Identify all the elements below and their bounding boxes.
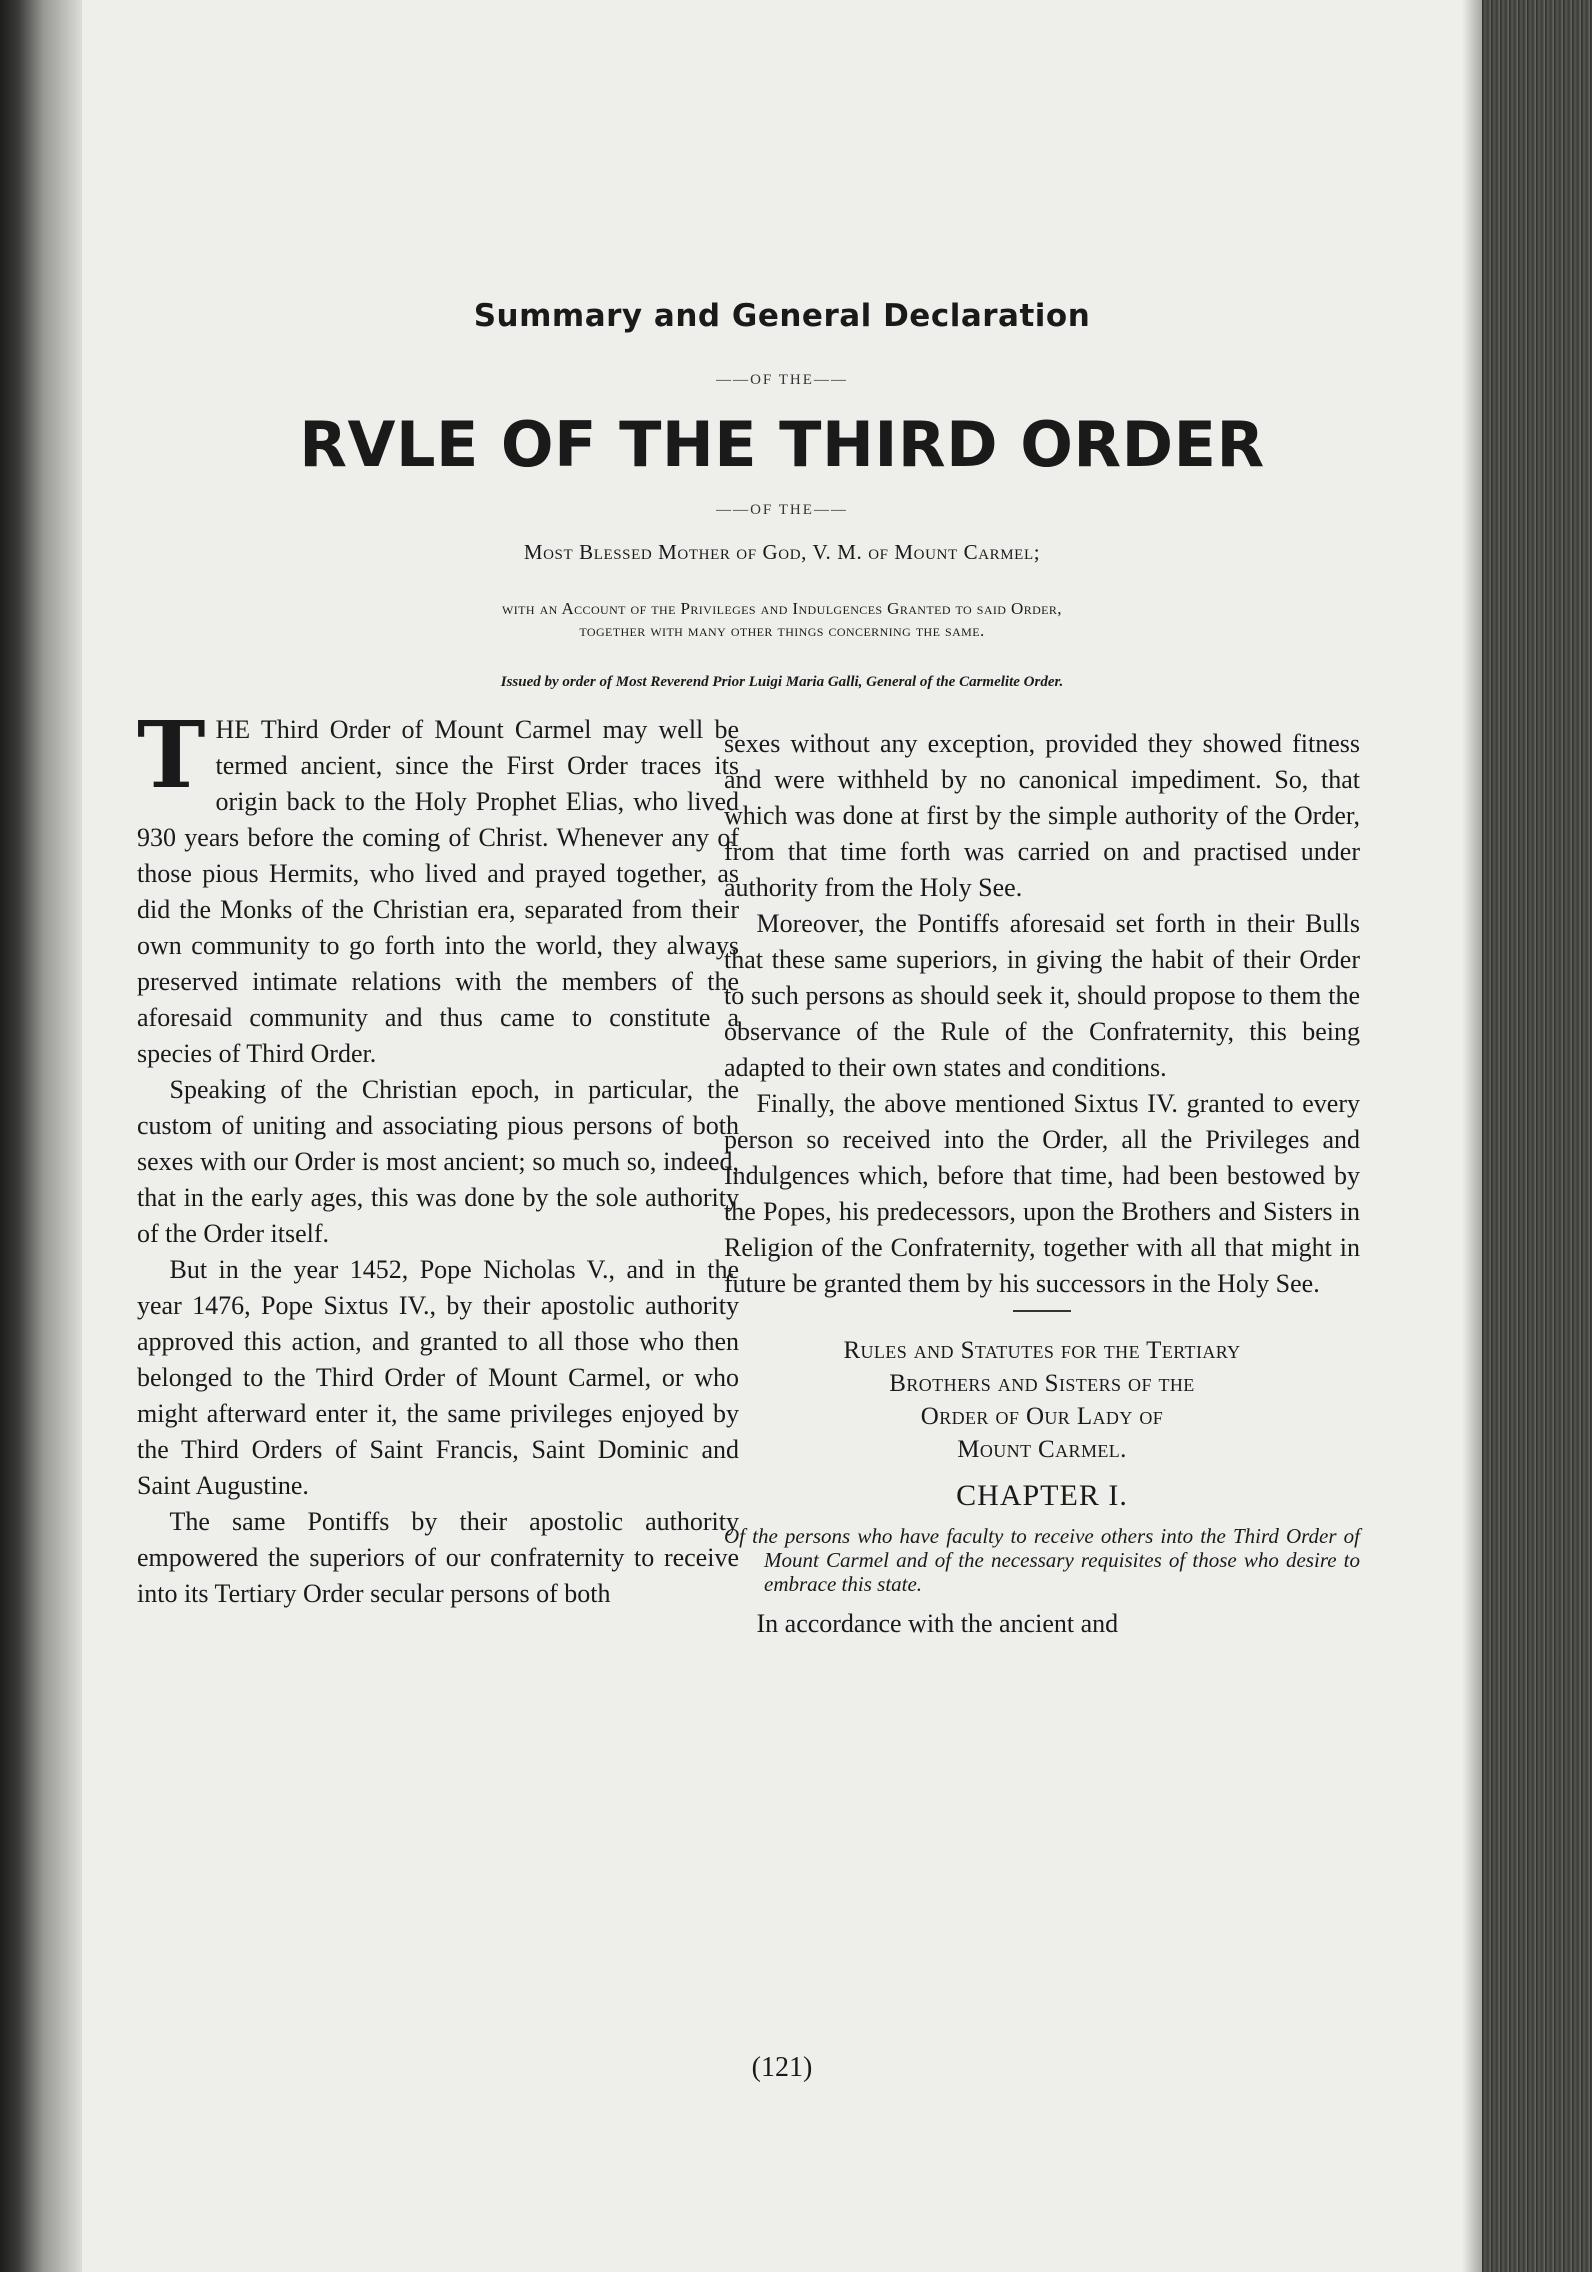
paragraph-4: The same Pontiffs by their apostolic authority empowered the superiors of our confraternity to receive into its Tertiary Order secular persons of both bbox=[137, 1507, 739, 1608]
issued-by-line: Issued by order of Most Reverend Prior Luigi Maria Galli, General of the Carmelite Order. bbox=[500, 674, 1064, 690]
book-gutter bbox=[0, 0, 82, 2272]
subtitle-account-line2: together with many other things concerning the same. bbox=[579, 621, 985, 640]
subtitle-account bbox=[232, 598, 1332, 642]
paragraph-5: sexes without any exception, provided they showed fitness and were withheld by no canonical impediment. So, that which was done at first by the simple authority of the Order, from that time forth was carried on and practised under authority from the Holy See. bbox=[724, 729, 1360, 902]
right-column bbox=[724, 726, 1360, 1642]
of-the-divider: ——OF THE—— bbox=[716, 372, 848, 388]
chapter-summary: Of the persons who have faculty to receive others into the Third Order of Mount Carmel and of the necessary requisites of those who desire to embrace this state. bbox=[724, 1524, 1360, 1596]
of-the-divider-2: ——OF THE—— bbox=[716, 502, 848, 518]
paragraph-1 bbox=[137, 701, 739, 1072]
paragraph-8: In accordance with the ancient and bbox=[756, 1609, 1119, 1638]
book-page bbox=[82, 0, 1482, 2272]
drop-cap: T bbox=[137, 701, 206, 809]
paragraph-2: Speaking of the Christian epoch, in particular, the custom of uniting and associating pious persons of both sexes with our Order is most ancient; so much so, indeed, that in the early ages, this was done by the sole authority of the Order itself. bbox=[137, 1075, 739, 1248]
paragraph-6: Moreover, the Pontiffs aforesaid set forth in their Bulls that these same superiors, in giving the habit of their Order to such persons as should seek it, should propose to them the observance of the Rule of the Confraternity, this being adapted to their own states and conditions. bbox=[724, 909, 1360, 1082]
rules-heading-line1: Rules and Statutes for the Tertiary bbox=[843, 1337, 1241, 1364]
paragraph-1-text: HE Third Order of Mount Carmel may well be termed ancient, since the First Order traces its origin back to the Holy Prophet Elias, who lived 930 years before the coming of Christ. Whenever any of those pious Hermits, who lived and prayed together, as did the Monks of the Christian era, separated from their own community to go forth into the world, they always preserved intimate relations with the members of the aforesaid community and thus came to constitute a species of Third Order. bbox=[137, 715, 739, 1068]
chapter-heading: CHAPTER I. bbox=[956, 1479, 1128, 1512]
rules-heading-line3: Order of Our Lady of bbox=[920, 1403, 1164, 1430]
book-page-stack bbox=[1482, 0, 1592, 2272]
page-number: (121) bbox=[751, 2052, 813, 2083]
rules-heading bbox=[724, 1334, 1360, 1466]
section-divider bbox=[1013, 1310, 1071, 1312]
subtitle-mother: Most Blessed Mother of God, V. M. of Mount Carmel; bbox=[523, 540, 1041, 564]
page-title: RVLE OF THE THIRD ORDER bbox=[299, 408, 1265, 481]
paragraph-7: Finally, the above mentioned Sixtus IV. granted to every person so received into the Order, all the Privileges and Indulgences which, before that time, had been bestowed by the Popes, his predecessors, upon the Brothers and Sisters in Religion of the Confraternity, together with all that might in future be granted them by his successors in the Holy See. bbox=[724, 1089, 1360, 1298]
left-column bbox=[137, 701, 739, 1612]
summary-heading: Summary and General Declaration bbox=[473, 298, 1091, 334]
subtitle-account-line1: with an Account of the Privileges and Indulgences Granted to said Order, bbox=[502, 599, 1062, 618]
rules-heading-line4: Mount Carmel. bbox=[957, 1436, 1127, 1463]
rules-heading-line2: Brothers and Sisters of the bbox=[889, 1370, 1195, 1397]
paragraph-3: But in the year 1452, Pope Nicholas V., and in the year 1476, Pope Sixtus IV., by their apostolic authority approved this action, and granted to all those who then belonged to the Third Order of Mount Carmel, or who might afterward enter it, the same privileges enjoyed by the Third Orders of Saint Francis, Saint Dominic and Saint Augustine. bbox=[137, 1255, 739, 1500]
